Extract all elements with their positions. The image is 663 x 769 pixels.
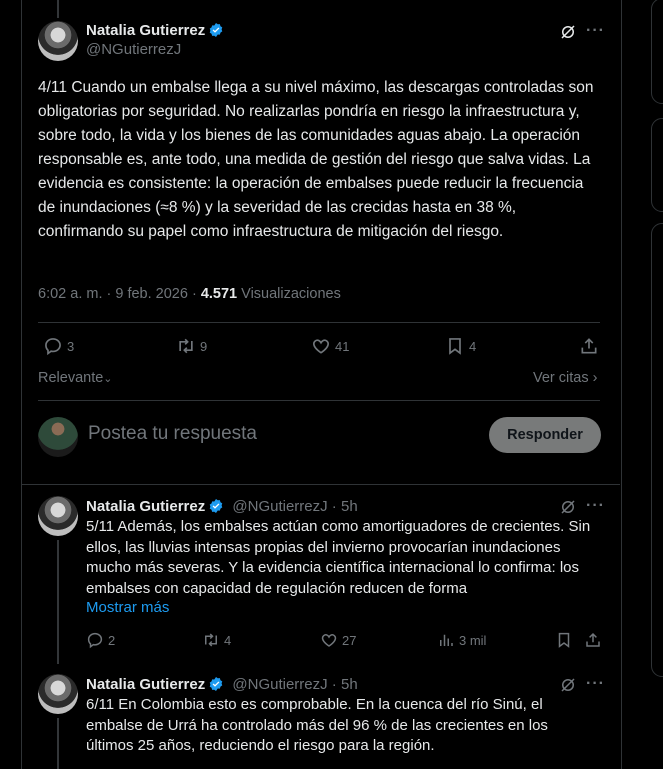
author-line — [86, 22, 224, 40]
share-action[interactable] — [579, 336, 599, 356]
post-text: 6/11 En Colombia esto es comprobable. En la cuenca del río Sinú, el embalse de Urrá ha controlado más del 96 % de las crecientes en los últimos 25 años, reduciendo el riesgo para la región. — [86, 696, 548, 754]
like-count: 41 — [335, 338, 350, 354]
repost-action[interactable] — [202, 631, 231, 649]
reply-icon — [43, 336, 63, 356]
grok-icon[interactable] — [559, 676, 577, 694]
current-user-avatar[interactable] — [38, 417, 78, 457]
divider — [38, 322, 600, 323]
author-name[interactable]: Natalia Gutierrez — [86, 498, 206, 515]
post-text: 4/11 Cuando un embalse llega a su nivel máximo, las descargas controladas son obligatorias por seguridad. No realizarlas pondría en riesgo la infraestructura y, sobre todo, la vida y los bienes de las comunidades aguas abajo. La operación responsable es, ante todo, una medida de gestión del riesgo que salva vidas. La evidencia es consistente: la operación de embalses puede reducir la frecuencia de inundaciones (≈8 %) y la severidad de las crecidas hasta en 38 %, confirmando su papel como infraestructura de mitigación del riesgo. — [38, 79, 594, 240]
avatar[interactable] — [38, 496, 78, 536]
verified-badge-icon — [208, 498, 224, 514]
author-name[interactable]: Natalia Gutierrez — [86, 676, 206, 693]
reply-action[interactable] — [43, 336, 74, 356]
sort-label: Relevante — [38, 370, 104, 386]
heart-icon — [320, 631, 338, 649]
reply-count: 2 — [108, 632, 116, 648]
like-action[interactable] — [320, 631, 356, 649]
share-action[interactable] — [584, 631, 602, 649]
post-text: 5/11 Además, los embalses actúan como amortiguadores de crecientes. Sin ellos, las lluvias intensas propias del invierno provocarían inundaciones mucho más severas. Y la evidencia científica internacional lo confirma: los embalses con capacidad de regulación reducen de forma — [86, 518, 591, 597]
reply-submit-button[interactable]: Responder — [489, 417, 601, 453]
sidebar-card-edge — [651, 223, 663, 677]
author-line — [86, 498, 358, 515]
repost-icon — [176, 336, 196, 356]
reply-action[interactable] — [86, 631, 115, 649]
author-handle[interactable]: @NGutierrezJ — [232, 498, 328, 515]
author-name[interactable]: Natalia Gutierrez — [86, 22, 206, 39]
chevron-down-icon: ⌄ — [103, 373, 113, 385]
view-quotes-link[interactable] — [533, 370, 597, 386]
reply-input[interactable]: Postea tu respuesta — [88, 423, 257, 444]
divider — [38, 400, 600, 401]
repost-icon — [202, 631, 220, 649]
repost-action[interactable] — [176, 336, 207, 356]
post-time[interactable]: · 5h — [327, 676, 358, 693]
view-quotes-label: Ver citas — [533, 370, 589, 386]
author-handle[interactable]: @NGutierrezJ — [86, 41, 182, 58]
bookmark-action[interactable] — [445, 336, 476, 356]
post-meta — [38, 286, 341, 302]
grok-icon[interactable] — [559, 498, 577, 516]
repost-count: 9 — [200, 338, 208, 354]
views-action[interactable] — [437, 631, 486, 649]
reply-icon — [86, 631, 104, 649]
author-handle[interactable]: @NGutierrezJ — [232, 676, 328, 693]
verified-badge-icon — [208, 22, 224, 38]
share-icon — [584, 631, 602, 649]
timestamp[interactable]: 6:02 a. m. · 9 feb. 2026 · — [38, 286, 201, 302]
bookmark-icon — [445, 336, 465, 356]
views-count: 3 mil — [459, 632, 487, 648]
bookmark-action[interactable] — [555, 631, 573, 649]
more-options-icon[interactable]: ··· — [586, 497, 605, 514]
views-label: Visualizaciones — [237, 286, 341, 302]
more-options-icon[interactable]: ··· — [586, 22, 605, 39]
author-line — [86, 676, 358, 693]
bookmark-icon — [555, 631, 573, 649]
divider — [22, 484, 620, 485]
thread-connector — [57, 540, 59, 664]
repost-count: 4 — [224, 632, 232, 648]
avatar[interactable] — [38, 674, 78, 714]
sidebar-card-edge — [651, 118, 663, 212]
heart-icon — [311, 336, 331, 356]
post-time[interactable]: · 5h — [327, 498, 358, 515]
bookmark-count: 4 — [469, 338, 477, 354]
analytics-icon — [437, 631, 455, 649]
chevron-right-icon: › — [592, 370, 598, 386]
grok-icon[interactable] — [559, 23, 577, 41]
more-options-icon[interactable]: ··· — [586, 675, 605, 692]
reply-count: 3 — [67, 338, 75, 354]
show-more-link[interactable]: Mostrar más — [86, 599, 170, 616]
verified-badge-icon — [208, 676, 224, 692]
thread-connector — [57, 0, 59, 18]
sort-dropdown[interactable] — [38, 370, 113, 386]
like-action[interactable] — [311, 336, 349, 356]
views-count: 4.571 — [200, 286, 238, 302]
avatar[interactable] — [38, 21, 78, 61]
share-icon — [579, 336, 599, 356]
like-count: 27 — [342, 632, 357, 648]
thread-connector — [57, 718, 59, 769]
sidebar-card-edge — [651, 0, 663, 104]
